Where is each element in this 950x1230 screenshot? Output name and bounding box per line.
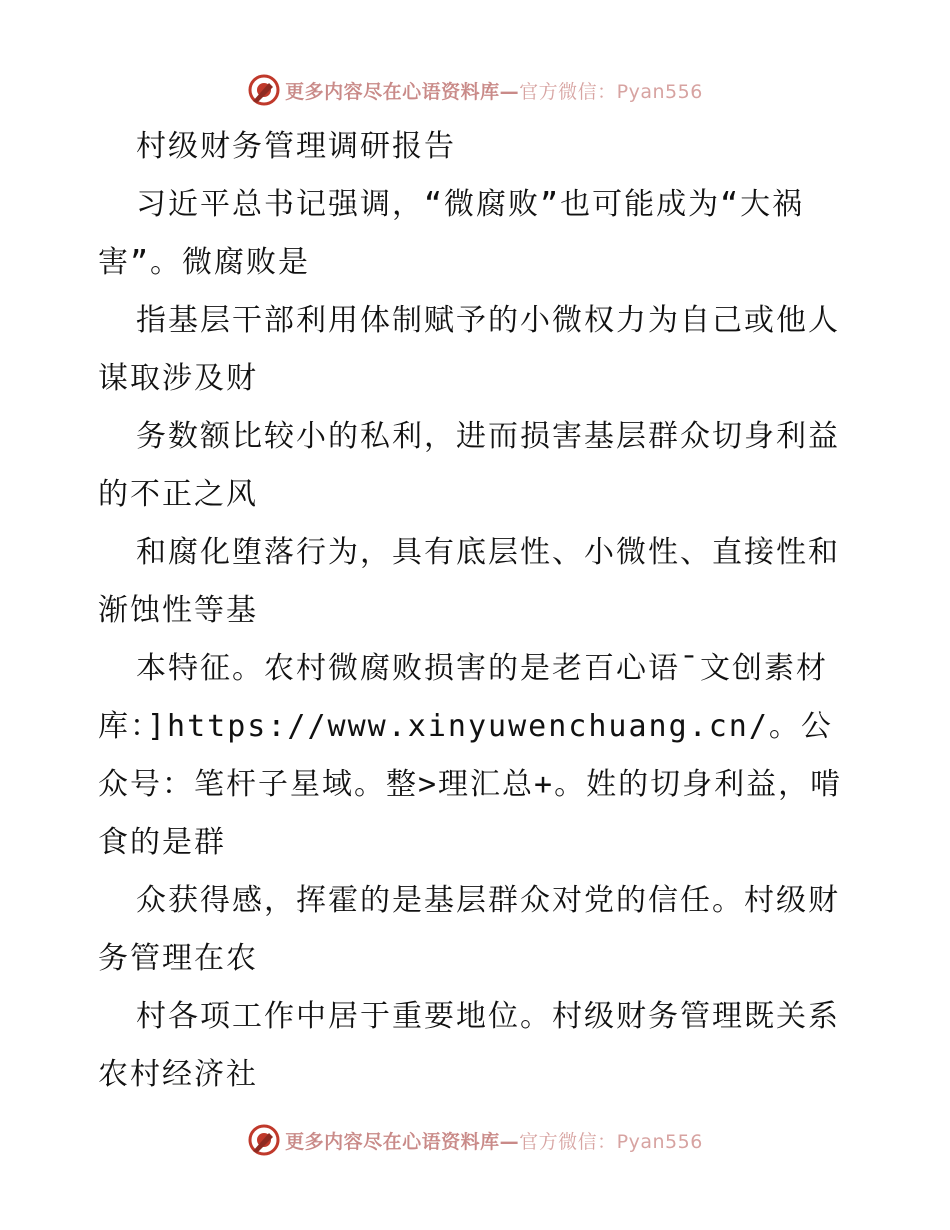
header-banner xyxy=(0,70,950,110)
paragraph: 众获得感，挥霍的是基层群众对党的信任。村级财务管理在农 xyxy=(98,883,840,976)
paragraph: 务数额比较小的私利，进而损害基层群众切身利益的不正之风 xyxy=(98,419,840,512)
banner-dash: — xyxy=(499,80,520,103)
banner-text xyxy=(285,1127,703,1154)
paragraph: 村各项工作中居于重要地位。村级财务管理既关系农村经济社 xyxy=(98,999,840,1092)
paragraph: 和腐化堕落行为，具有底层性、小微性、直接性和渐蚀性等基 xyxy=(98,535,840,628)
pen-logo-icon xyxy=(247,73,281,107)
document-title: 村级财务管理调研报告 xyxy=(136,129,456,164)
paragraph: 习近平总书记强调，“微腐败”也可能成为“大祸害”。微腐败是 xyxy=(98,187,805,280)
paragraph: 本特征。农村微腐败损害的是老百心语¯文创素材库：]https://www.xinyuwenchuang.cn/。公众号：笔杆子星域。整>理汇总+。姓的切身利益，啃食的是群 xyxy=(98,651,843,860)
banner-wechat-text: 官方微信：Pyan556 xyxy=(519,80,703,103)
banner-dash: — xyxy=(499,1130,520,1153)
paragraph: 指基层干部利用体制赋予的小微权力为自己或他人谋取涉及财 xyxy=(98,303,840,396)
footer-banner xyxy=(0,1120,950,1160)
banner-text xyxy=(285,77,703,104)
pen-logo-icon xyxy=(247,1123,281,1157)
banner-wechat-text: 官方微信：Pyan556 xyxy=(519,1130,703,1153)
document-body xyxy=(98,118,858,1104)
banner-main-text: 更多内容尽在心语资料库 xyxy=(285,80,500,103)
banner-main-text: 更多内容尽在心语资料库 xyxy=(285,1130,500,1153)
